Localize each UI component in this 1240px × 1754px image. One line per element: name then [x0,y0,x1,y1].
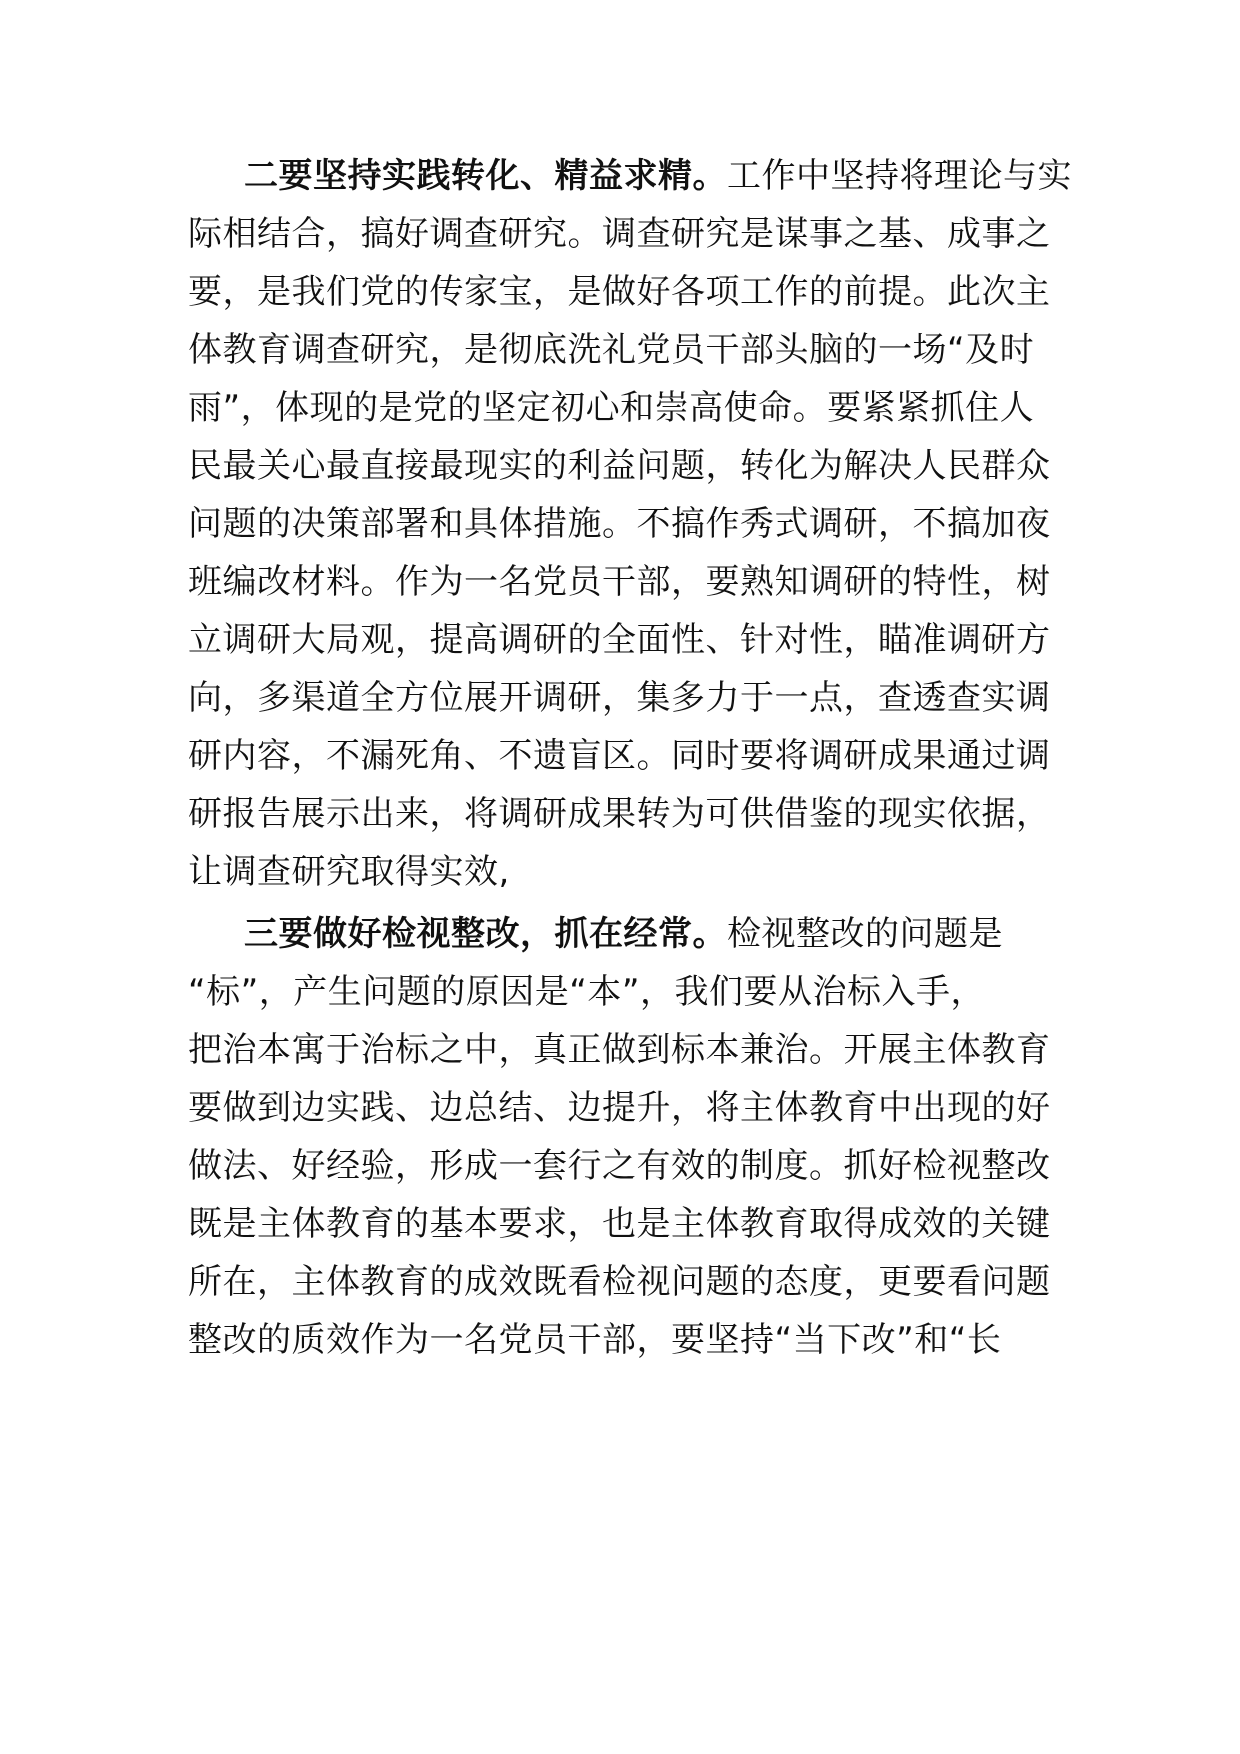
paragraph-1-line-5: 雨”，体现的是党的坚定初心和崇高使命。要紧紧抓住人 [188,388,1035,428]
paragraph-2-line-2: “标”，产生问题的原因是“本”，我们要从治标入手， [188,972,985,1012]
paragraph-1-line-12: 研报告展示出来，将调研成果转为可供借鉴的现实依据， [188,794,1051,834]
paragraph-1-line-6: 民最关心最直接最现实的利益问题，转化为解决人民群众 [188,446,1051,486]
paragraph-1-line-4: 体教育调查研究，是彻底洗礼党员干部头脑的一场“及时 [188,330,1035,370]
paragraph-1-line-13: 让调查研究取得实效, [188,852,510,892]
paragraph-1-line-1 [244,154,1114,198]
paragraph-2-line-1 [244,912,1114,956]
paragraph-1-line-11: 研内容，不漏死角、不遗盲区。同时要将调研成果通过调 [188,736,1051,776]
paragraph-2-line-8: 整改的质效作为一名党员干部，要坚持“当下改”和“长 [188,1320,1002,1360]
paragraph-2-text: 检视整改的问题是 [727,914,1003,954]
paragraph-1-line-2: 际相结合，搞好调查研究。调查研究是谋事之基、成事之 [188,214,1051,254]
paragraph-1-line-8: 班编改材料。作为一名党员干部，要熟知调研的特性，树 [188,562,1051,602]
paragraph-2-line-7: 所在，主体教育的成效既看检视问题的态度，更要看问题 [188,1262,1051,1302]
paragraph-2-line-4: 要做到边实践、边总结、边提升，将主体教育中出现的好 [188,1088,1051,1128]
paragraph-2-line-5: 做法、好经验，形成一套行之有效的制度。抓好检视整改 [188,1146,1051,1186]
paragraph-1-heading: 二要坚持实践转化、精益求精。 [244,156,727,196]
paragraph-2-line-6: 既是主体教育的基本要求，也是主体教育取得成效的关键 [188,1204,1051,1244]
paragraph-1-line-7: 问题的决策部署和具体措施。不搞作秀式调研，不搞加夜 [188,504,1051,544]
paragraph-1-line-9: 立调研大局观，提高调研的全面性、针对性，瞄准调研方 [188,620,1051,660]
paragraph-1-line-3: 要，是我们党的传家宝，是做好各项工作的前提。此次主 [188,272,1051,312]
paragraph-1-text: 工作中坚持将理论与实 [727,156,1072,196]
paragraph-1-line-10: 向，多渠道全方位展开调研，集多力于一点，查透查实调 [188,678,1051,718]
paragraph-2-line-3: 把治本寓于治标之中，真正做到标本兼治。开展主体教育 [188,1030,1051,1070]
paragraph-2-heading: 三要做好检视整改，抓在经常。 [244,914,727,954]
